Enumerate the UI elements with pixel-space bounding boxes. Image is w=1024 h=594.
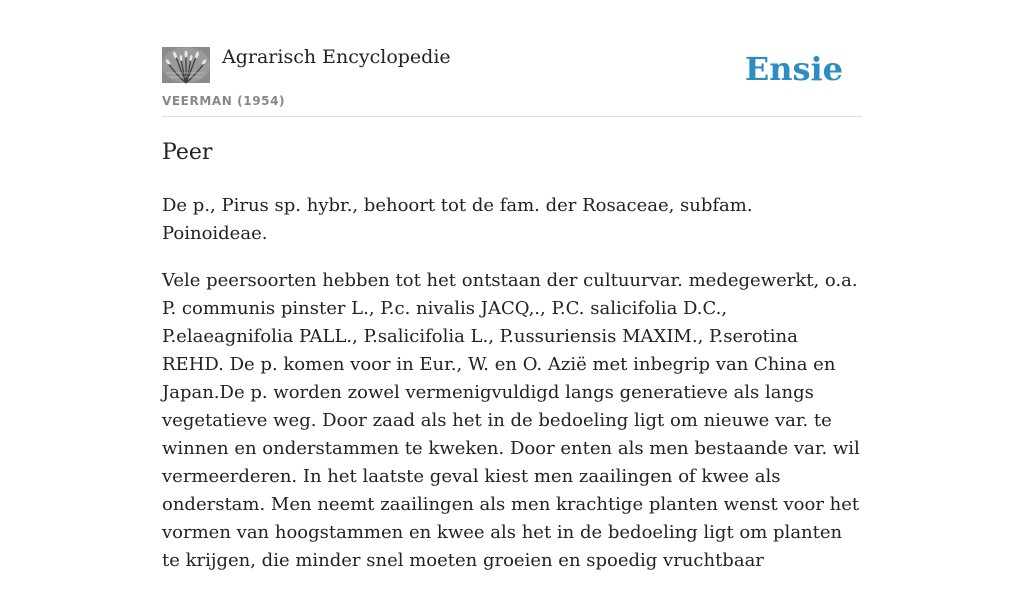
source-title[interactable]: Agrarisch Encyclopedie	[222, 46, 451, 68]
article-title: Peer	[162, 140, 213, 165]
paragraph: Vele peersoorten hebben tot het ontstaan der cultuurvar. medegewerkt, o.a. P. communis pinster L., P.c. nivalis JACQ,., P.C. salicifolia D.C., P.elaeagnifolia PALL., P.salicifolia L., P.ussuriensis MAXIM., P.serotina REHD. De p. komen voor in Eur., W. en O. Azië met inbegrip van China en Japan.De p. worden zowel vermenigvuldigd langs generatieve als langs vegetatieve weg. Door zaad als het in de bedoeling ligt om nieuwe var. te winnen en onderstammen te kweken. Door enten als men bestaande var. wil vermeerderen. In het laatste geval kiest men zaailingen of kwee als onderstam. Men neemt zaailingen als men krachtige planten wenst voor het vormen van hoogstammen en kwee als het in de bedoeling ligt om planten te krijgen, die minder snel moeten groeien en spoedig vruchtbaar	[162, 270, 860, 571]
article-body	[162, 192, 862, 594]
source-header	[162, 40, 862, 117]
brand-logo[interactable]: Ensie	[744, 50, 843, 88]
source-author[interactable]: VEERMAN (1954)	[162, 94, 286, 108]
paragraph: De p., Pirus sp. hybr., behoort tot de fam. der Rosaceae, subfam. Poinoideae.	[162, 195, 753, 244]
wheat-engraving-icon	[162, 47, 210, 83]
